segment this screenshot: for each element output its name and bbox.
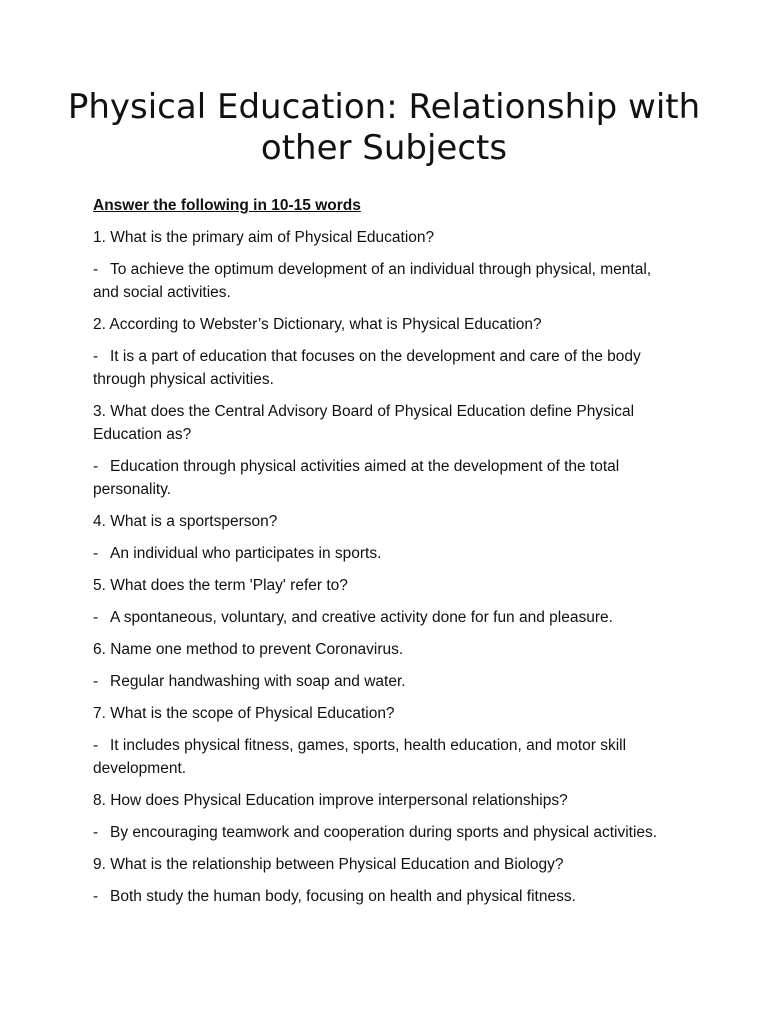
answer-text: An individual who participates in sports. [110,545,382,562]
question-6: 6. Name one method to prevent Coronavirus. [93,641,404,658]
answer-7 [93,734,673,780]
answer-dash: - [93,545,99,562]
page-title: Physical Education: Relationship with other Subjects [67,87,701,168]
answer-3 [93,455,673,501]
answer-8 [93,821,673,844]
question-8: 8. How does Physical Education improve interpersonal relationships? [93,792,568,809]
instruction-heading: Answer the following in 10-15 words [93,197,361,214]
answer-5 [93,606,673,629]
answer-dash: - [93,673,99,690]
question-5: 5. What does the term 'Play' refer to? [93,577,348,594]
answer-text: Regular handwashing with soap and water. [110,673,406,690]
answer-dash: - [93,737,99,754]
answer-text: Both study the human body, focusing on health and physical fitness. [110,888,576,905]
answer-2 [93,345,673,391]
answer-1 [93,258,673,304]
qa-content [93,194,673,917]
question-7: 7. What is the scope of Physical Education? [93,705,395,722]
answer-dash: - [93,348,99,365]
answer-dash: - [93,261,99,278]
answer-text: It is a part of education that focuses on the development and care of the body through physical activities. [93,348,641,388]
answer-4 [93,542,673,565]
answer-6 [93,670,673,693]
question-3: 3. What does the Central Advisory Board of Physical Education define Physical Education as? [93,403,635,443]
answer-text: It includes physical fitness, games, sports, health education, and motor skill development. [93,737,627,777]
answer-dash: - [93,609,99,626]
question-2: 2. According to Webster’s Dictionary, what is Physical Education? [93,316,542,333]
question-9: 9. What is the relationship between Physical Education and Biology? [93,856,564,873]
answer-dash: - [93,824,99,841]
answer-text: A spontaneous, voluntary, and creative activity done for fun and pleasure. [110,609,613,626]
answer-dash: - [93,888,99,905]
answer-text: Education through physical activities aimed at the development of the total personality. [93,458,620,498]
question-1: 1. What is the primary aim of Physical Education? [93,229,435,246]
question-4: 4. What is a sportsperson? [93,513,278,530]
answer-text: To achieve the optimum development of an individual through physical, mental, and social activities. [93,261,652,301]
answer-text: By encouraging teamwork and cooperation during sports and physical activities. [110,824,658,841]
answer-dash: - [93,458,99,475]
answer-9 [93,885,673,908]
